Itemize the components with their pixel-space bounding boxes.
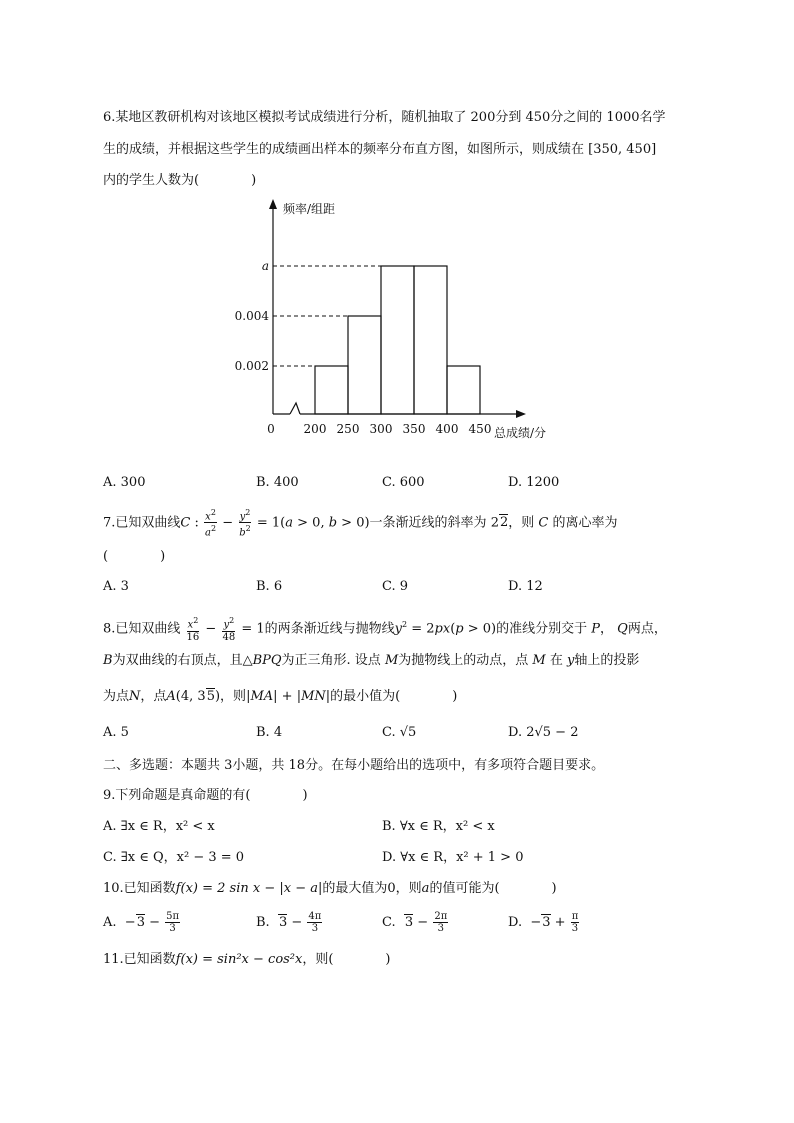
histogram-bar (315, 366, 348, 414)
y-axis-label: 频率/组距 (283, 202, 336, 216)
q8-prefix: 8.已知双曲线 (103, 621, 181, 637)
q8-text5: 为正三角形. 设点 (281, 653, 381, 668)
q7-suffix2: 的离心率为 (552, 515, 618, 531)
q11-stem (103, 951, 391, 969)
q7-paren: ( ) (103, 549, 166, 564)
q8-text11: ，则 (220, 689, 247, 704)
x-tick-label: 250 (336, 422, 360, 436)
q8-stem-1: 8.已知双曲线 $\frac{x^2}{16}$ − $\frac{y^2}{48}$ = 1的两条渐近线与抛物线$y^2 = 2px(p > 0)$的准线分别交于 P， Q两点， (103, 616, 667, 643)
q9-option-d[interactable]: D. ∀x ∈ R，x² + 1 > 0 (382, 850, 524, 865)
x-tick-label: 350 (402, 422, 426, 436)
q8-option-a[interactable]: A. 5 (103, 725, 129, 740)
origin-label: 0 (267, 422, 275, 436)
q7-option-c[interactable]: C. 9 (382, 579, 409, 594)
q8-text8: 轴上的投影 (574, 653, 640, 668)
q8-text9: 为点 (103, 689, 130, 704)
q8-text10: ，点 (140, 689, 167, 704)
q10-a: a (421, 881, 430, 896)
q8-option-d[interactable]: D. 2√5 − 2 (508, 725, 579, 740)
q10-mid2: ，则 (395, 881, 422, 896)
q7-option-d[interactable]: D. 12 (508, 579, 543, 594)
q8-text4: 为双曲线的右顶点，且 (112, 653, 243, 668)
histogram-bar (348, 316, 381, 414)
histogram-bar (447, 366, 480, 414)
q9-option-a[interactable]: A. ∃x ∈ R，x² < x (103, 819, 215, 834)
axis-break-mark (290, 403, 300, 414)
q8-text6: 为抛物线上的动点，点 (398, 653, 529, 668)
y-tick-label: 0.004 (234, 309, 269, 323)
q8-text7: 在 (549, 653, 563, 668)
q9-option-c[interactable]: C. ∃x ∈ Q，x² − 3 = 0 (103, 850, 245, 865)
q10-option-a[interactable]: A. −3 − $\frac{5\pi}{3}$ (103, 911, 180, 934)
q8-text12: 的最小值为( ) (330, 689, 458, 704)
q8-frac-y: $\frac{y^2}{48}$ (222, 616, 236, 643)
x-tick-label: 450 (468, 422, 492, 436)
x-tick-label: 300 (369, 422, 393, 436)
q7-curve-name: C (180, 515, 191, 531)
q10-zero: 0 (387, 881, 396, 896)
x-tick-label: 200 (303, 422, 327, 436)
q8-option-b[interactable]: B. 4 (256, 725, 283, 740)
q7-frac-x: $\frac{x^2}{a^2}$ (205, 508, 217, 539)
q9-option-b[interactable]: B. ∀x ∈ R，x² < x (382, 819, 495, 834)
q11-func: f(x) = sin²x − cos²x (175, 952, 303, 967)
q8-text3: 两点， (627, 621, 667, 637)
q7-option-a[interactable]: A. 3 (103, 579, 129, 594)
q8-text2: 的准线分别交于 (496, 621, 588, 637)
q7-mid: 一条渐近线的斜率为 (369, 515, 487, 531)
q6-line1: 6.某地区教研机构对该地区模拟考试成绩进行分析，随机抽取了 200分到 450分之间的 1000名学 (103, 110, 666, 125)
q7-frac-y: $\frac{y^2}{b^2}$ (239, 508, 251, 539)
x-axis-label: 总成绩/分 (494, 426, 547, 440)
x-axis-arrow (516, 410, 526, 418)
q8-stem-2: B为双曲线的右顶点，且△BPQ为正三角形. 设点 M为抛物线上的动点，点 M 在 y轴上的投影 (103, 653, 640, 668)
q7-suffix: ，则 (508, 515, 535, 531)
q10-prefix: 10.已知函数 (103, 881, 176, 896)
q6-line3: 内的学生人数为( ) (103, 173, 257, 188)
q8-stem-3: 为点N，点A(4, 35)，则|MA| + |MN|的最小值为( ) (103, 689, 458, 704)
histogram-bar (381, 266, 414, 414)
q6-option-a[interactable]: A. 300 (103, 475, 146, 490)
q8-option-c[interactable]: C. √5 (382, 725, 417, 740)
q8-text1: 的两条渐近线与抛物线 (264, 621, 395, 637)
y-tick-label: a (261, 259, 269, 273)
q10-option-b[interactable]: B. 3 − $\frac{4\pi}{3}$ (256, 911, 322, 934)
q10-stem (103, 880, 557, 898)
q8-frac-x: $\frac{x^2}{16}$ (186, 616, 200, 643)
histogram (0, 195, 794, 455)
q6-option-d[interactable]: D. 1200 (508, 475, 560, 490)
q10-suffix: 的值可能为( ) (429, 881, 557, 896)
q10-func: f(x) = 2 sin x − |x − a| (175, 881, 323, 896)
q10-option-d[interactable]: D. −3 + $\frac{\pi}{3}$ (508, 911, 579, 934)
histogram-bar (414, 266, 447, 414)
q7-option-b[interactable]: B. 6 (256, 579, 283, 594)
q10-option-c[interactable]: C. 3 − $\frac{2\pi}{3}$ (382, 911, 448, 934)
y-tick-label: 0.002 (234, 359, 269, 373)
q7-curve-ref: C (538, 515, 549, 531)
x-tick-label: 400 (435, 422, 459, 436)
q6-option-c[interactable]: C. 600 (382, 475, 425, 490)
q6-option-b[interactable]: B. 400 (256, 475, 299, 490)
q7-prefix: 7.已知双曲线 (103, 515, 181, 531)
q9-stem: 9.下列命题是真命题的有( ) (103, 788, 308, 803)
q6-line2: 生的成绩，并根据这些学生的成绩画出样本的频率分布直方图，如图所示，则成绩在 [350, 450] (103, 142, 657, 157)
q10-mid: 的最大值为 (322, 881, 388, 896)
y-axis-arrow (269, 199, 277, 209)
q11-prefix: 11.已知函数 (103, 952, 176, 967)
section-heading: 二、多选题：本题共 3小题，共 18分。在每小题给出的选项中，有多项符合题目要求。 (103, 758, 605, 773)
q7-stem: 7.已知双曲线C : $\frac{x^2}{a^2}$ − $\frac{y^2}{b^2}$ = 1(a > 0, b > 0)一条渐近线的斜率为 22，则 C 的离心率为 (103, 508, 618, 539)
q11-suffix: ，则( ) (302, 952, 391, 967)
